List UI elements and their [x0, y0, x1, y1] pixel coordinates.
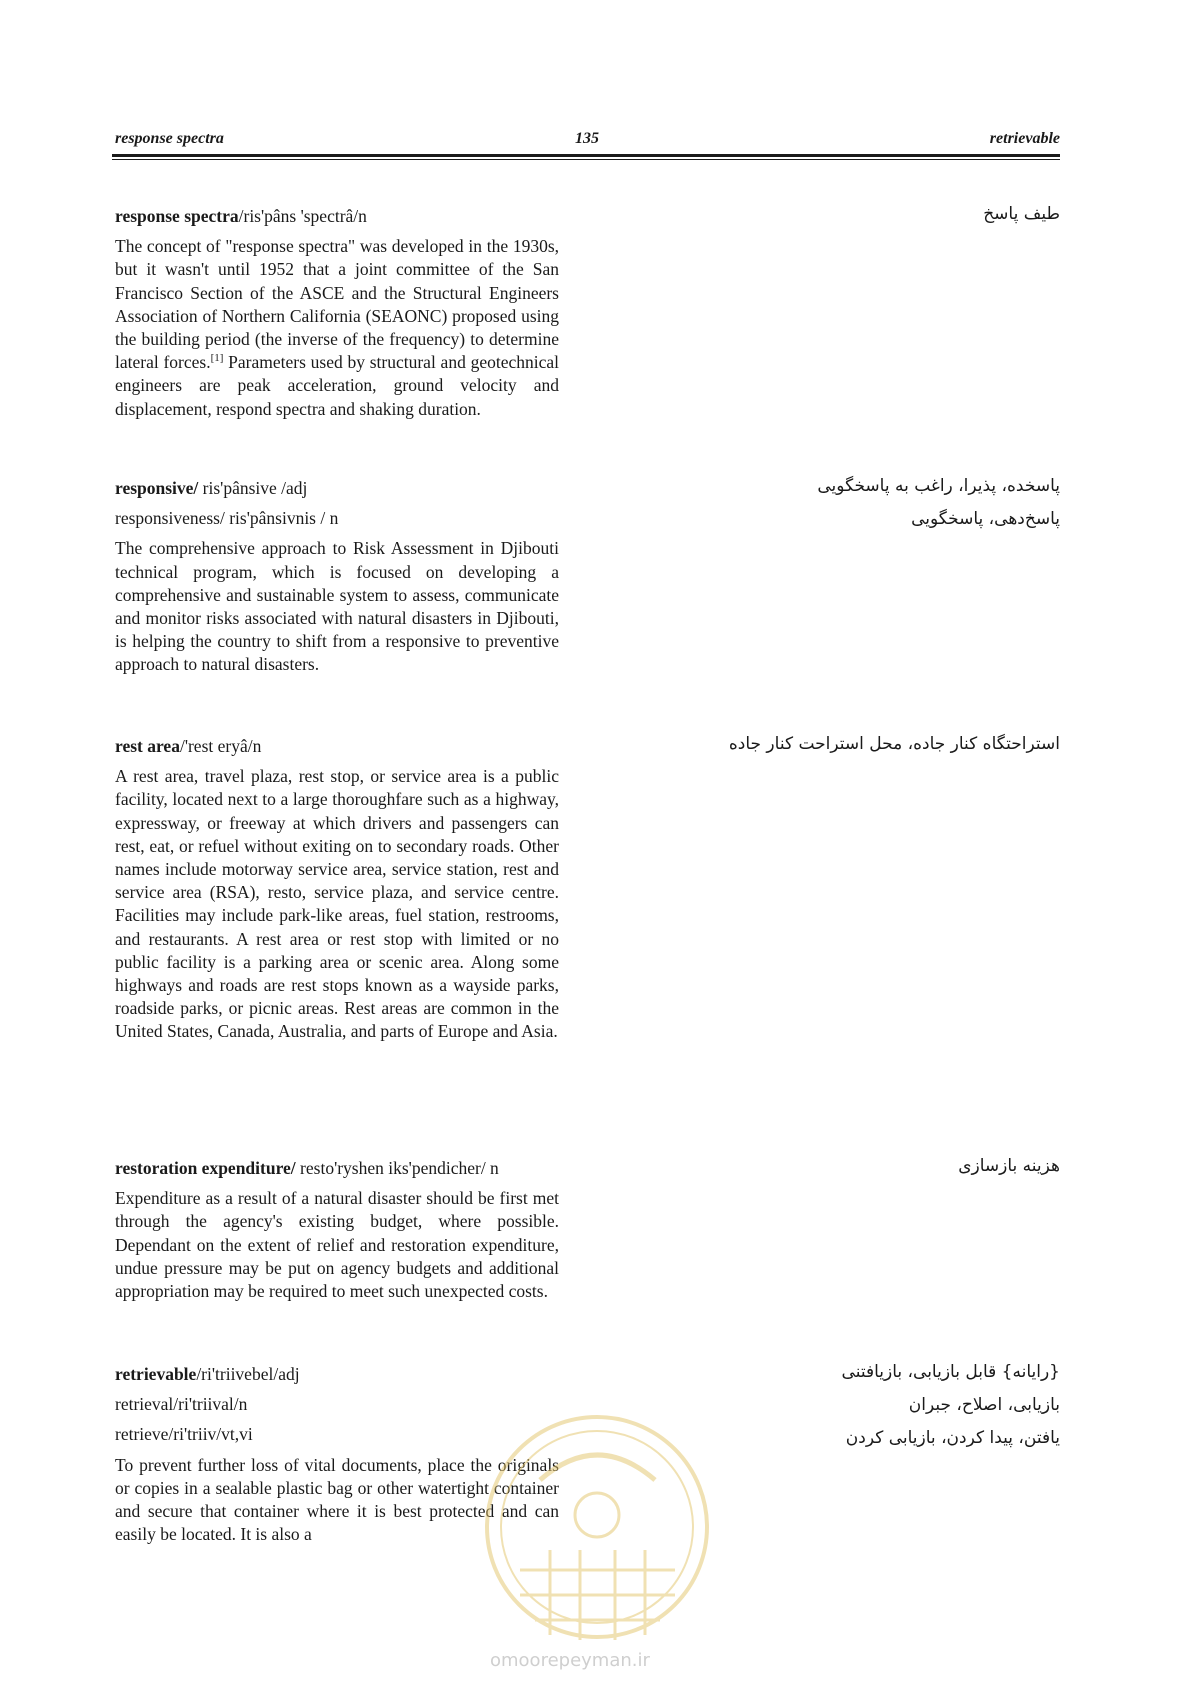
headword: restoration expenditure/ — [115, 1158, 296, 1178]
pronunciation: resto'ryshen iks'pendicher/ n — [295, 1158, 499, 1178]
persian-translation-response-spectra — [983, 203, 1060, 236]
persian-translation-responsive — [817, 475, 1060, 541]
entry-rest-area — [115, 735, 559, 1044]
persian-line: طیف پاسخ — [983, 204, 1060, 224]
persian-translation-restoration-expenditure — [958, 1155, 1060, 1188]
persian-line: استراحتگاه کنار جاده، محل استراحت کنار جاده — [728, 734, 1060, 754]
header-rule-thin — [112, 159, 1060, 160]
definition: A rest area, travel plaza, rest stop, or service area is a public facility, located next to a large thoroughfare such as a highway, expressway, or freeway at which drivers and passengers can rest, eat, or refuel without exiting on to secondary roads. Other names include motorway service area, service station, rest and service area (RSA), resto, service plaza, and service centre. Facilities may include park-like areas, fuel station, restrooms, and restaurants. A rest area or rest stop with limited or no public facility is a parking area or scenic area. Along some highways and roads are rest stops known as a wayside parks, roadside parks, or picnic areas. Rest areas are common in the United States, Canada, Australia, and parts of Europe and Asia. — [115, 766, 559, 1042]
sub-headword: responsiveness/ ris'pânsivnis / n — [115, 508, 339, 529]
footnote-ref: [1] — [210, 352, 224, 365]
headword: response spectra — [115, 206, 239, 226]
header-rule-thick — [112, 154, 1060, 157]
headword: responsive/ — [115, 478, 199, 498]
header-left-guideword: response spectra — [115, 130, 224, 147]
persian-line: {رایانه} قابل بازیابی، بازیافتنی — [841, 1362, 1060, 1382]
entry-retrievable — [115, 1363, 559, 1546]
headword: retrievable — [115, 1364, 197, 1384]
definition: The concept of "response spectra" was developed in the 1930s, but it wasn't until 1952 that a joint committee of the San Francisco Section of the ASCE and the Structural Engineers Association of Northern California (SEAONC) proposed using the building period (the inverse of the frequency) to determine lateral forces.[1] Parameters used by structural and geotechnical engineers are peak acceleration, ground velocity and displacement, respond spectra and shaking duration. — [115, 236, 559, 419]
definition: The comprehensive approach to Risk Assessment in Djibouti technical program, which is focused on developing a comprehensive and sustainable system to assess, communicate and monitor risks associated with natural disasters in Djibouti, is helping the country to shift from a responsive to preventive approach to natural disasters. — [115, 538, 559, 675]
entry-response-spectra — [115, 205, 559, 421]
persian-line: پاسخده، پذیرا، راغب به پاسخگویی — [817, 476, 1060, 496]
pronunciation: /'rest eryâ/n — [179, 736, 262, 756]
persian-line: پاسخ‌دهی، پاسخگویی — [911, 509, 1060, 529]
page-number: 135 — [575, 130, 599, 147]
running-header — [115, 128, 1060, 152]
watermark-url: omoorepeyman.ir — [490, 1650, 650, 1671]
header-right-guideword: retrievable — [989, 130, 1060, 147]
sub-headword: retrieve/ri'triiv/vt,vi — [115, 1424, 253, 1445]
pronunciation: ris'pânsive /adj — [198, 478, 308, 498]
persian-line: هزینه بازسازی — [958, 1156, 1060, 1176]
entry-responsive — [115, 477, 559, 677]
pronunciation: /ris'pâns 'spectrâ/n — [238, 206, 367, 226]
persian-translation-retrievable — [842, 1361, 1060, 1460]
persian-line: یافتن، پیدا کردن، بازیابی کردن — [845, 1428, 1060, 1448]
persian-line: بازیابی، اصلاح، جبران — [908, 1395, 1060, 1415]
headword: rest area — [115, 736, 180, 756]
entry-restoration-expenditure — [115, 1157, 559, 1303]
definition: To prevent further loss of vital documents, place the originals or copies in a sealable plastic bag or other watertight container and secure that container where it is best protected and can easily be located. It is also a — [115, 1454, 559, 1545]
definition: Expenditure as a result of a natural disaster should be first met through the agency's existing budget, where possible. Dependant on the extent of relief and restoration expenditure, undue pressure may be put on agency budgets and additional appropriation may be required to meet such unexpected costs. — [115, 1188, 559, 1302]
sub-headword: retrieval/ri'triival/n — [115, 1394, 248, 1415]
pronunciation: /ri'triivebel/adj — [196, 1364, 300, 1384]
persian-translation-rest-area — [729, 733, 1060, 766]
